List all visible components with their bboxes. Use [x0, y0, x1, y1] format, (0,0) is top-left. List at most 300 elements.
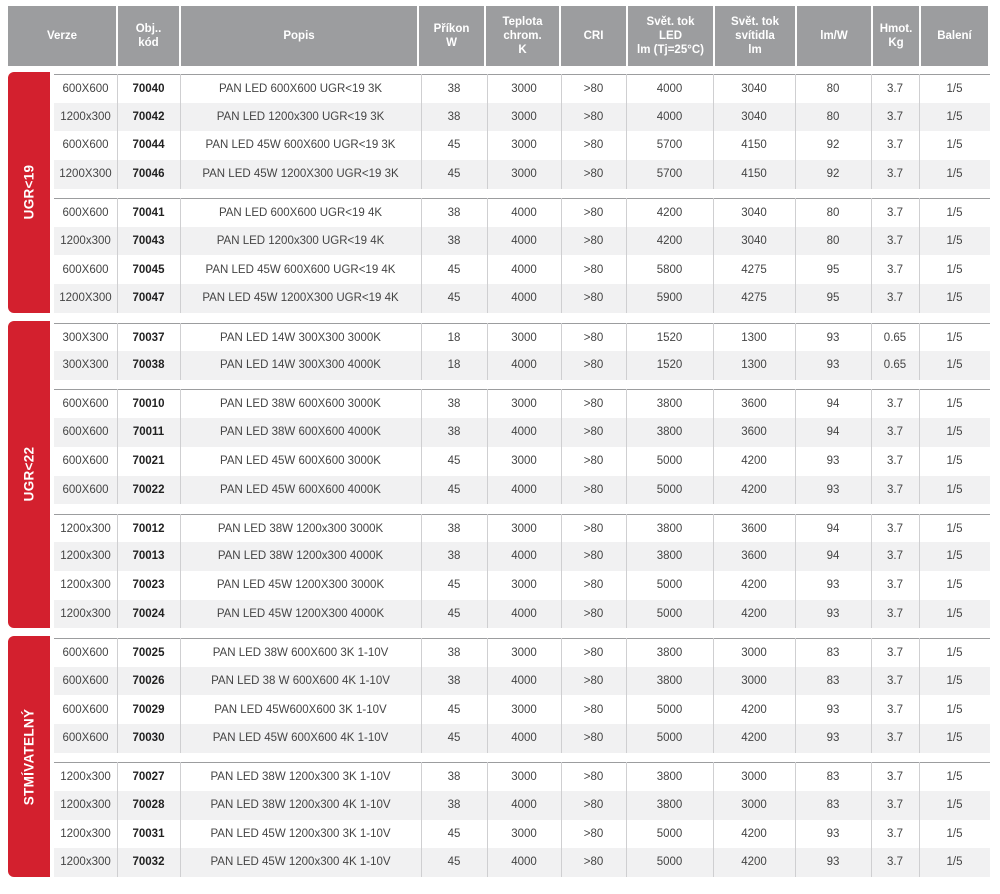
cell-prikon: 45	[447, 168, 461, 181]
cell-tok-svitidla: 4200	[741, 732, 767, 745]
cell-tok-led: 3800	[656, 522, 683, 535]
column-divider	[421, 762, 422, 877]
cell-tok-led: 5700	[656, 168, 683, 181]
cell-tok-svitidla: 3040	[741, 234, 767, 247]
cell-kod: 70012	[132, 522, 165, 535]
cell-tok-svitidla: 3040	[741, 83, 767, 95]
cell-kod: 70045	[132, 263, 165, 276]
column-divider	[180, 74, 181, 189]
cell-tok-led: 5000	[656, 483, 683, 496]
cell-verze: 600X600	[62, 398, 109, 411]
cell-verze: 1200x300	[60, 578, 111, 591]
cell-verze: 1200x300	[60, 607, 111, 620]
cell-hmotnost: 3.7	[887, 578, 903, 591]
column-divider	[561, 74, 562, 189]
column-divider	[713, 74, 714, 189]
cell-prikon: 38	[447, 426, 461, 439]
cell-cri: >80	[583, 398, 604, 411]
column-divider	[421, 74, 422, 189]
cell-baleni: 1/5	[946, 607, 963, 620]
table-row	[54, 820, 990, 849]
cell-popis: PAN LED 45W 600X600 3000K	[220, 454, 381, 467]
cell-cri: >80	[583, 703, 604, 716]
cell-verze: 1200x300	[60, 234, 111, 247]
cell-popis: PAN LED 1200x300 UGR<19 4K	[216, 234, 385, 247]
cell-baleni: 1/5	[946, 703, 963, 716]
cell-teplota: 3000	[511, 139, 537, 152]
cell-verze: 1200x300	[60, 827, 111, 840]
column-divider	[561, 762, 562, 877]
cell-popis: PAN LED 45W 1200x300 3K 1-10V	[210, 827, 391, 840]
column-divider	[795, 198, 796, 313]
cell-hmotnost: 3.7	[887, 454, 903, 467]
table-row	[54, 323, 990, 353]
column-divider	[626, 389, 627, 504]
cell-baleni: 1/5	[946, 263, 963, 276]
cell-kod: 70030	[132, 732, 165, 745]
cell-teplota: 3000	[511, 83, 537, 95]
cell-hmotnost: 3.7	[887, 139, 903, 152]
cell-popis: PAN LED 45W 1200X300 3000K	[216, 578, 385, 591]
cell-baleni: 1/5	[946, 83, 963, 95]
cell-popis: PAN LED 14W 300X300 4000K	[220, 359, 381, 372]
cell-teplota: 3000	[511, 703, 537, 716]
group-label: UGR<22	[21, 447, 37, 502]
cell-verze: 600X600	[62, 483, 109, 496]
cell-kod: 70038	[132, 359, 165, 372]
column-divider	[871, 323, 872, 380]
cell-cri: >80	[583, 771, 604, 784]
column-divider	[919, 514, 920, 629]
cell-cri: >80	[583, 607, 604, 620]
column-divider	[487, 198, 488, 313]
cell-baleni: 1/5	[946, 292, 963, 305]
cell-prikon: 38	[447, 522, 461, 535]
cell-baleni: 1/5	[946, 732, 963, 745]
cell-kod: 70023	[132, 578, 165, 591]
cell-cri: >80	[583, 522, 604, 535]
column-divider	[871, 198, 872, 313]
column-divider	[421, 638, 422, 753]
cell-lmw: 95	[826, 263, 840, 276]
cell-verze: 600X600	[62, 139, 109, 152]
cell-popis: PAN LED 600X600 UGR<19 4K	[218, 207, 383, 220]
column-divider	[561, 389, 562, 504]
table-row	[54, 762, 990, 792]
cell-prikon: 45	[447, 856, 461, 869]
cell-tok-svitidla: 1300	[741, 359, 767, 372]
column-divider	[713, 638, 714, 753]
cell-baleni: 1/5	[946, 578, 963, 591]
cell-baleni: 1/5	[946, 550, 963, 563]
cell-lmw: 83	[826, 647, 840, 660]
column-divider	[795, 323, 796, 380]
cell-verze: 600X600	[62, 207, 109, 220]
cell-lmw: 93	[826, 856, 840, 869]
cell-kod: 70011	[132, 426, 165, 439]
column-divider	[626, 638, 627, 753]
cell-tok-led: 5000	[656, 578, 683, 591]
column-divider	[117, 514, 118, 629]
cell-hmotnost: 3.7	[887, 522, 903, 535]
column-divider	[795, 638, 796, 753]
table-row	[54, 418, 990, 447]
cell-verze: 600X600	[62, 263, 109, 276]
cell-prikon: 38	[447, 83, 461, 95]
column-divider	[919, 323, 920, 380]
column-divider	[180, 638, 181, 753]
cell-lmw: 94	[826, 522, 840, 535]
column-divider	[117, 389, 118, 504]
cell-baleni: 1/5	[946, 674, 963, 687]
cell-lmw: 95	[826, 292, 840, 305]
cell-verze: 1200x300	[60, 798, 111, 811]
cell-popis: PAN LED 38W 1200x300 3000K	[217, 522, 384, 535]
cell-cri: >80	[583, 483, 604, 496]
cell-cri: >80	[583, 454, 604, 467]
cell-teplota: 3000	[511, 454, 537, 467]
cell-prikon: 38	[447, 550, 461, 563]
column-divider	[919, 74, 920, 189]
cell-popis: PAN LED 45W600X600 3K 1-10V	[214, 703, 387, 716]
cell-verze: 1200X300	[59, 292, 112, 305]
group-label: STMÍVATELNÝ	[21, 708, 37, 805]
cell-tok-led: 5800	[656, 263, 683, 276]
cell-cri: >80	[583, 83, 604, 95]
cell-baleni: 1/5	[946, 234, 963, 247]
column-divider	[795, 389, 796, 504]
cell-lmw: 83	[826, 798, 840, 811]
cell-tok-svitidla: 1300	[741, 331, 767, 344]
cell-prikon: 45	[447, 607, 461, 620]
cell-popis: PAN LED 45W 1200X300 UGR<19 3K	[202, 168, 399, 181]
cell-tok-led: 1520	[656, 331, 683, 344]
cell-teplota: 3000	[511, 647, 537, 660]
cell-verze: 600X600	[62, 732, 109, 745]
cell-teplota: 4000	[511, 207, 537, 220]
table-row	[54, 514, 990, 544]
table-row	[54, 571, 990, 600]
cell-teplota: 4000	[511, 483, 537, 496]
column-divider	[919, 198, 920, 313]
cell-prikon: 45	[447, 703, 461, 716]
header-baleni: Balení	[921, 6, 988, 66]
cell-baleni: 1/5	[946, 522, 963, 535]
column-divider	[713, 514, 714, 629]
cell-lmw: 93	[826, 454, 840, 467]
cell-cri: >80	[583, 234, 604, 247]
table-row	[54, 351, 990, 380]
cell-cri: >80	[583, 550, 604, 563]
table-row	[54, 103, 990, 132]
column-divider	[561, 198, 562, 313]
cell-tok-led: 3800	[656, 647, 683, 660]
cell-tok-svitidla: 4200	[741, 454, 767, 467]
cell-baleni: 1/5	[946, 426, 963, 439]
cell-hmotnost: 3.7	[887, 732, 903, 745]
cell-hmotnost: 3.7	[887, 263, 903, 276]
cell-kod: 70024	[132, 607, 165, 620]
cell-cri: >80	[583, 168, 604, 181]
column-divider	[626, 514, 627, 629]
cell-tok-led: 3800	[656, 674, 683, 687]
column-divider	[795, 762, 796, 877]
table-header	[8, 6, 990, 66]
cell-cri: >80	[583, 110, 604, 123]
cell-tok-led: 5000	[656, 454, 683, 467]
column-divider	[487, 389, 488, 504]
header-tok-svitidla: Svět. tok svítidla lm	[715, 6, 795, 66]
cell-popis: PAN LED 45W 1200X300 UGR<19 4K	[202, 292, 399, 305]
cell-tok-svitidla: 3040	[741, 110, 767, 123]
cell-baleni: 1/5	[946, 483, 963, 496]
cell-cri: >80	[583, 426, 604, 439]
cell-hmotnost: 3.7	[887, 798, 903, 811]
column-divider	[117, 323, 118, 380]
table-row	[54, 638, 990, 668]
cell-hmotnost: 3.7	[887, 856, 903, 869]
cell-tok-led: 3800	[656, 426, 683, 439]
cell-tok-led: 5000	[656, 607, 683, 620]
cell-teplota: 4000	[511, 607, 537, 620]
cell-cri: >80	[583, 732, 604, 745]
cell-kod: 70025	[132, 647, 165, 660]
cell-cri: >80	[583, 798, 604, 811]
cell-tok-led: 3800	[656, 550, 683, 563]
column-divider	[561, 514, 562, 629]
cell-popis: PAN LED 38W 600X600 4000K	[220, 426, 381, 439]
cell-lmw: 80	[826, 83, 840, 95]
column-divider	[919, 638, 920, 753]
cell-tok-svitidla: 3000	[741, 798, 767, 811]
cell-tok-svitidla: 4200	[741, 607, 767, 620]
cell-cri: >80	[583, 827, 604, 840]
column-divider	[117, 638, 118, 753]
cell-teplota: 3000	[511, 331, 537, 344]
table-row	[54, 542, 990, 571]
cell-hmotnost: 3.7	[887, 207, 903, 220]
cell-lmw: 93	[826, 483, 840, 496]
column-divider	[871, 389, 872, 504]
column-divider	[487, 323, 488, 380]
cell-hmotnost: 3.7	[887, 168, 903, 181]
table-row	[54, 667, 990, 696]
cell-kod: 70041	[132, 207, 165, 220]
cell-lmw: 94	[826, 550, 840, 563]
column-divider	[180, 514, 181, 629]
header-verze: Verze	[8, 6, 116, 66]
header-kod: Obj.. kód	[118, 6, 179, 66]
cell-verze: 300X300	[62, 331, 109, 344]
cell-tok-svitidla: 4275	[741, 292, 767, 305]
cell-cri: >80	[583, 331, 604, 344]
cell-tok-led: 5000	[656, 856, 683, 869]
table-row	[54, 256, 990, 285]
cell-hmotnost: 3.7	[887, 550, 903, 563]
cell-lmw: 94	[826, 398, 840, 411]
cell-kod: 70013	[132, 550, 165, 563]
cell-baleni: 1/5	[946, 331, 963, 344]
cell-kod: 70021	[132, 454, 165, 467]
column-divider	[626, 762, 627, 877]
header-teplota: Teplota chrom. K	[486, 6, 559, 66]
cell-hmotnost: 3.7	[887, 674, 903, 687]
table-row	[54, 791, 990, 820]
cell-tok-svitidla: 4200	[741, 483, 767, 496]
cell-prikon: 45	[447, 483, 461, 496]
cell-verze: 1200x300	[60, 550, 111, 563]
cell-lmw: 92	[826, 168, 840, 181]
cell-tok-svitidla: 4200	[741, 856, 767, 869]
cell-tok-svitidla: 3000	[741, 674, 767, 687]
cell-lmw: 80	[826, 234, 840, 247]
cell-tok-svitidla: 4150	[741, 168, 767, 181]
cell-teplota: 4000	[511, 263, 537, 276]
cell-prikon: 45	[447, 263, 461, 276]
cell-hmotnost: 3.7	[887, 703, 903, 716]
cell-cri: >80	[583, 292, 604, 305]
cell-teplota: 4000	[511, 732, 537, 745]
cell-kod: 70027	[132, 771, 165, 784]
cell-tok-svitidla: 3600	[741, 550, 767, 563]
cell-teplota: 4000	[511, 359, 537, 372]
column-divider	[871, 638, 872, 753]
column-divider	[421, 323, 422, 380]
cell-prikon: 18	[447, 331, 461, 344]
cell-tok-led: 3800	[656, 798, 683, 811]
cell-tok-led: 4000	[656, 83, 683, 95]
group-side-bands	[8, 72, 50, 892]
cell-tok-svitidla: 3600	[741, 398, 767, 411]
cell-verze: 600X600	[62, 83, 109, 95]
table-row	[54, 284, 990, 313]
cell-popis: PAN LED 45W 600X600 4000K	[220, 483, 381, 496]
cell-tok-led: 3800	[656, 771, 683, 784]
table-row	[54, 600, 990, 629]
cell-teplota: 4000	[511, 798, 537, 811]
cell-tok-led: 4000	[656, 110, 683, 123]
cell-popis: PAN LED 45W 600X600 UGR<19 4K	[205, 263, 396, 276]
cell-kod: 70046	[132, 168, 165, 181]
cell-verze: 600X600	[62, 703, 109, 716]
cell-lmw: 94	[826, 426, 840, 439]
cell-kod: 70028	[132, 798, 165, 811]
header-tok-led: Svět. tok LED lm (Tj=25°C)	[628, 6, 713, 66]
cell-prikon: 38	[447, 234, 461, 247]
cell-lmw: 80	[826, 207, 840, 220]
cell-baleni: 1/5	[946, 359, 963, 372]
cell-popis: PAN LED 38W 1200x300 4K 1-10V	[210, 798, 391, 811]
column-divider	[180, 762, 181, 877]
cell-lmw: 83	[826, 674, 840, 687]
cell-verze: 600X600	[62, 454, 109, 467]
cell-teplota: 4000	[511, 426, 537, 439]
cell-popis: PAN LED 45W 1200x300 4K 1-10V	[210, 856, 391, 869]
table-row	[54, 696, 990, 725]
cell-baleni: 1/5	[946, 454, 963, 467]
column-divider	[180, 323, 181, 380]
table-row	[54, 131, 990, 160]
cell-lmw: 93	[826, 359, 840, 372]
cell-verze: 600X600	[62, 426, 109, 439]
cell-prikon: 38	[447, 798, 461, 811]
column-divider	[626, 74, 627, 189]
cell-teplota: 3000	[511, 522, 537, 535]
cell-prikon: 45	[447, 827, 461, 840]
cell-kod: 70037	[132, 331, 165, 344]
cell-teplota: 3000	[511, 398, 537, 411]
cell-hmotnost: 3.7	[887, 483, 903, 496]
cell-lmw: 93	[826, 827, 840, 840]
column-divider	[487, 74, 488, 189]
cell-tok-svitidla: 4150	[741, 139, 767, 152]
cell-prikon: 45	[447, 454, 461, 467]
cell-cri: >80	[583, 647, 604, 660]
cell-baleni: 1/5	[946, 827, 963, 840]
cell-tok-svitidla: 3000	[741, 771, 767, 784]
cell-tok-svitidla: 4275	[741, 263, 767, 276]
cell-baleni: 1/5	[946, 207, 963, 220]
cell-prikon: 38	[447, 110, 461, 123]
header-cri: CRI	[561, 6, 626, 66]
cell-hmotnost: 3.7	[887, 83, 903, 95]
cell-hmotnost: 0.65	[883, 359, 907, 372]
cell-lmw: 92	[826, 139, 840, 152]
cell-prikon: 38	[447, 398, 461, 411]
cell-prikon: 38	[447, 207, 461, 220]
cell-tok-svitidla: 4200	[741, 578, 767, 591]
column-divider	[421, 389, 422, 504]
cell-teplota: 4000	[511, 856, 537, 869]
cell-tok-led: 5900	[656, 292, 683, 305]
header-lmw: lm/W	[797, 6, 871, 66]
column-divider	[117, 762, 118, 877]
cell-prikon: 18	[447, 359, 461, 372]
cell-kod: 70010	[132, 398, 165, 411]
cell-tok-led: 4200	[656, 207, 683, 220]
table-row	[54, 724, 990, 753]
cell-hmotnost: 3.7	[887, 607, 903, 620]
cell-popis: PAN LED 1200x300 UGR<19 3K	[216, 110, 385, 123]
column-divider	[421, 198, 422, 313]
cell-kod: 70040	[132, 83, 165, 95]
cell-hmotnost: 3.7	[887, 398, 903, 411]
cell-baleni: 1/5	[946, 168, 963, 181]
cell-hmotnost: 0.65	[883, 331, 907, 344]
cell-hmotnost: 3.7	[887, 292, 903, 305]
cell-prikon: 45	[447, 578, 461, 591]
cell-tok-svitidla: 3040	[741, 207, 767, 220]
column-divider	[713, 323, 714, 380]
cell-cri: >80	[583, 856, 604, 869]
cell-verze: 1200x300	[60, 522, 111, 535]
column-divider	[795, 514, 796, 629]
cell-prikon: 38	[447, 771, 461, 784]
cell-popis: PAN LED 45W 600X600 UGR<19 3K	[205, 139, 396, 152]
cell-popis: PAN LED 45W 1200X300 4000K	[216, 607, 385, 620]
table-row	[54, 74, 990, 104]
cell-kod: 70031	[132, 827, 165, 840]
column-divider	[871, 74, 872, 189]
cell-hmotnost: 3.7	[887, 771, 903, 784]
table-row	[54, 160, 990, 189]
table-row	[54, 389, 990, 419]
cell-kod: 70026	[132, 674, 165, 687]
cell-tok-led: 5000	[656, 703, 683, 716]
cell-cri: >80	[583, 139, 604, 152]
group-band-1	[8, 72, 50, 313]
column-divider	[421, 514, 422, 629]
